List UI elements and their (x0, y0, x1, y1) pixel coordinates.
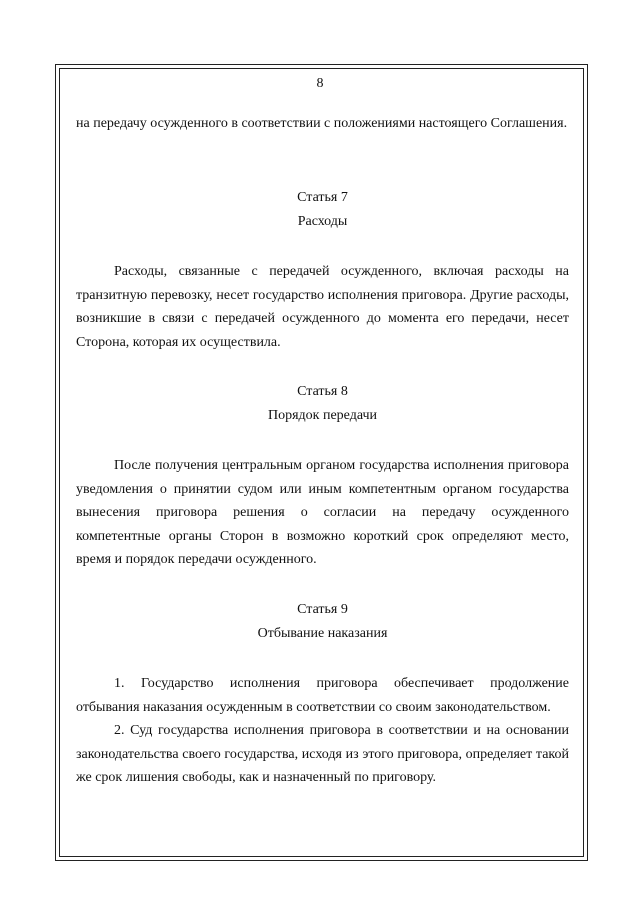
article-9-title: Отбывание наказания (257, 626, 388, 641)
article-9-item-2: 2. Суд государства исполнения приговора в соответствии и на основании законодательства своего государства, исходя из этого приговора, определяет такой же срок лишения свободы, как и назначенный по приговору. (76, 723, 569, 785)
intro-paragraph: на передачу осужденного в соответствии с положениями настоящего Соглашения. (76, 116, 568, 131)
article-8-title: Порядок передачи (267, 408, 378, 423)
article-7-paragraph: Расходы, связанные с передачей осужденного, включая расходы на транзитную перевозку, несет государство исполнения приговора. Другие расходы, возникшие в связи с передачей осужденного до момента его передачи, несет Сторона, которая их осуществила. (76, 264, 569, 350)
article-8-label: Статья 8 (297, 384, 348, 399)
article-8-paragraph: После получения центральным органом государства исполнения приговора уведомления о принятии судом или иным компетентным органом государства вынесения приговора решения о согласии на передачу осужденного компетентные органы Сторон в возможно короткий срок определяют место, время и порядок передачи осужденного. (76, 458, 569, 567)
article-9-item-1: 1. Государство исполнения приговора обеспечивает продолжение отбывания наказания осужденным в соответствии со своим законодательством. (76, 676, 569, 715)
article-9-label: Статья 9 (297, 602, 348, 617)
article-7-title: Расходы (297, 214, 348, 229)
page-number: 8 (316, 76, 324, 91)
article-7-label: Статья 7 (297, 190, 348, 205)
